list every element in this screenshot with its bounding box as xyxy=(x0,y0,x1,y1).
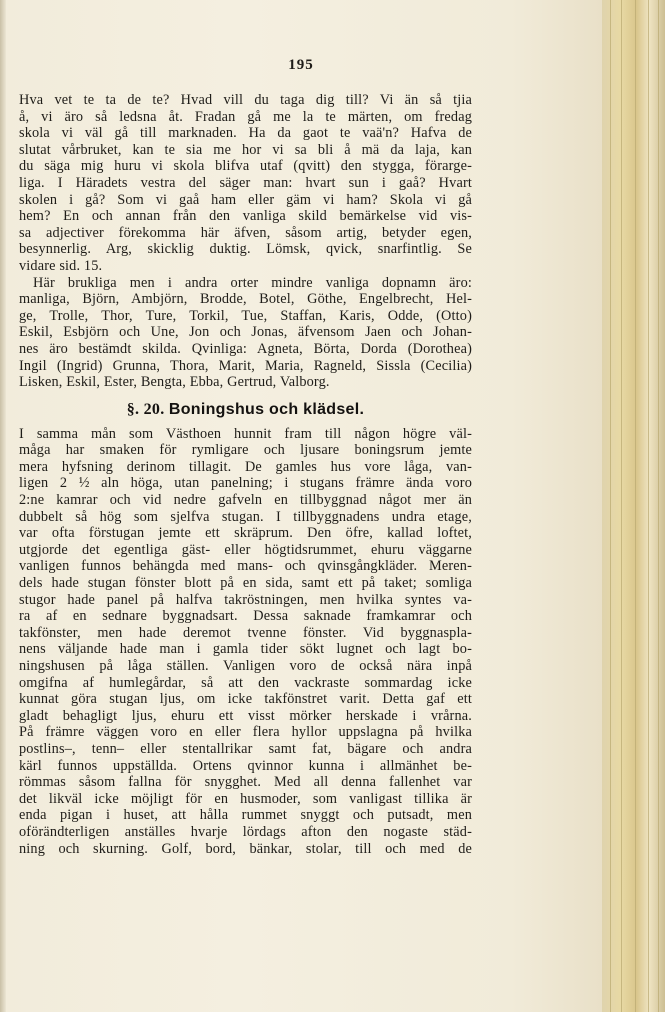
text-line: Ingil (Ingrid) Grunna, Thora, Marit, Maria, Ragneld, Sissla (Cecilia) xyxy=(19,357,472,374)
text-line: vidare sid. 15. xyxy=(19,257,103,274)
text-line: enda pigan i huset, att hålla rummet snyggt och putsadt, men xyxy=(19,807,472,824)
page-stack-line xyxy=(658,0,659,1012)
book-spine-gutter xyxy=(602,0,665,1012)
text-line: skola vi väl gå till marknaden. Ha da gaot te vaä'n? Hafva de xyxy=(19,125,472,142)
paragraph-dialect-phrases xyxy=(19,92,472,275)
section-title: Boningshus och klädsel. xyxy=(168,400,365,418)
text-line: det likväl icke möjligt för en husmoder, som vanligast tillika är xyxy=(19,790,472,807)
text-line: du säga mig huru vi skola blifva utaf (qvitt) den stygga, förarge- xyxy=(19,158,472,175)
page-edge-shadow xyxy=(0,0,6,1012)
text-line: kunnat göra stugan ljus, om icke takfönstret varit. Detta gaf ett xyxy=(19,691,472,708)
text-line: var ofta förstugan jemte ett skräprum. Den öfre, kallad loftet, xyxy=(19,525,472,542)
text-line: skolen i gå? Som vi gaå ham eller gäm vi ham? Skola vi gå xyxy=(19,191,472,208)
text-line: vanligen funnos behängda med mans- och qvinsgångkläder. Meren- xyxy=(19,558,472,575)
text-line: mera hyfsning derinom tillagit. De gamles hus vore låga, van- xyxy=(19,458,472,475)
text-line: Lisken, Eskil, Ester, Bengta, Ebba, Gertrud, Valborg. xyxy=(19,374,330,391)
text-line: 2:ne kamrar och vid nedre gafveln en tillbyggnad något mer än xyxy=(19,492,472,509)
text-line: stugor hade panel på halfva takröstningen, men hvilka syntes va- xyxy=(19,591,472,608)
text-line: På främre väggen voro en eller flera hyllor uppslagna på hvilka xyxy=(19,724,472,741)
text-line: ningshusen på låga ställen. Vanligen voro de också nära inpå xyxy=(19,658,472,674)
text-line: gladt behagligt ljus, ehuru ett visst mörker herskade i vrårna. xyxy=(19,707,472,724)
page-number: 195 xyxy=(288,57,314,73)
page-stack-line xyxy=(648,0,649,1012)
text-line: manliga, Björn, Ambjörn, Brodde, Botel, Göthe, Engelbrecht, Hel- xyxy=(19,291,472,308)
text-line: nes äro bestämdt skilda. Qvinliga: Agneta, Börta, Dorda (Dorothea) xyxy=(19,340,472,357)
text-line: nens väljande hade man i gamla tider sökt lugnet och lagt bo- xyxy=(19,641,472,658)
text-line: hem? En och annan från den vanliga skild bemärkelse vid vis- xyxy=(19,208,472,225)
paragraph-dwellings xyxy=(19,426,472,857)
text-line: besynnerlig. Arg, skicklig duktig. Lömsk, qvick, snarfintlig. Se xyxy=(19,241,472,258)
body-text xyxy=(19,92,472,857)
text-line: Eskil, Esbjörn och Une, Jon och Jonas, äfvensom Jaen och Johan- xyxy=(19,324,472,341)
text-line: oförändterligen anställes hvarje lördags afton den nogaste städ- xyxy=(19,823,472,840)
text-line: omgifna af humlegårdar, så att den vackraste sommardag icke xyxy=(19,674,472,691)
text-line: Här brukliga men i andra orter mindre vanliga dopnamn äro: xyxy=(33,274,472,291)
text-line: måga har smaken för rymligare och ljusare boningsrum jemte xyxy=(19,442,472,459)
text-line: dubbelt så hög som sjelfva stugan. I tillbyggnadens undra etage, xyxy=(19,508,472,525)
section-heading xyxy=(19,400,472,420)
text-line: takfönster, men hade deremot tvenne fönster. Vid byggnaspla- xyxy=(19,624,472,641)
text-line: ning och skurning. Golf, bord, bänkar, stolar, till och med de xyxy=(19,840,472,857)
text-line: utgjorde det egentliga gäst- eller högtidsrummet, ehuru väggarne xyxy=(19,541,472,558)
text-line: kärl funnos uppställda. Ortens qvinnor kunna i allmänhet be- xyxy=(19,757,472,774)
page-stack-line xyxy=(621,0,622,1012)
text-line: I samma mån som Västhoen hunnit fram till någon högre väl- xyxy=(19,425,472,442)
text-line: postlins–, tenn– eller stentallrikar samt fat, bägare och andra xyxy=(19,740,472,757)
page-stack-line xyxy=(635,0,636,1012)
text-line: Hva vet te ta de te? Hvad vill du taga dig till? Vi än så tjia xyxy=(19,92,472,108)
text-line: dels hade stugan fönster blott på en sida, samt ett på taket; somliga xyxy=(19,575,472,592)
text-line: sa adjectiver förekomma här äfven, såsom artig, betyder egen, xyxy=(19,224,472,241)
text-line: liga. I Häradets vestra del säger man: hvart sun i gaå? Hvart xyxy=(19,174,472,191)
section-number: §. 20. xyxy=(126,400,165,418)
text-line: ge, Trolle, Thor, Ture, Torkil, Tue, Staffan, Karis, Odde, (Otto) xyxy=(19,307,472,324)
text-line: slutat vårbruket, kan te sia me hor vi sa bli å mä da laja, kan xyxy=(19,141,472,158)
paragraph-baptismal-names xyxy=(19,275,472,391)
page-stack-line xyxy=(610,0,611,1012)
text-line: ligen 2 ½ aln höga, utan panelning; i stugans främre ända voro xyxy=(19,475,472,492)
text-line: römmas såsom fallna för snygghet. Med all denna fallenhet var xyxy=(19,774,472,791)
text-line: å, vi äro så ledsna åt. Fradan gå me la te märten, om fredag xyxy=(19,108,472,125)
text-line: ra af en sednare byggnadsart. Dessa saknade framkamrar och xyxy=(19,608,472,625)
